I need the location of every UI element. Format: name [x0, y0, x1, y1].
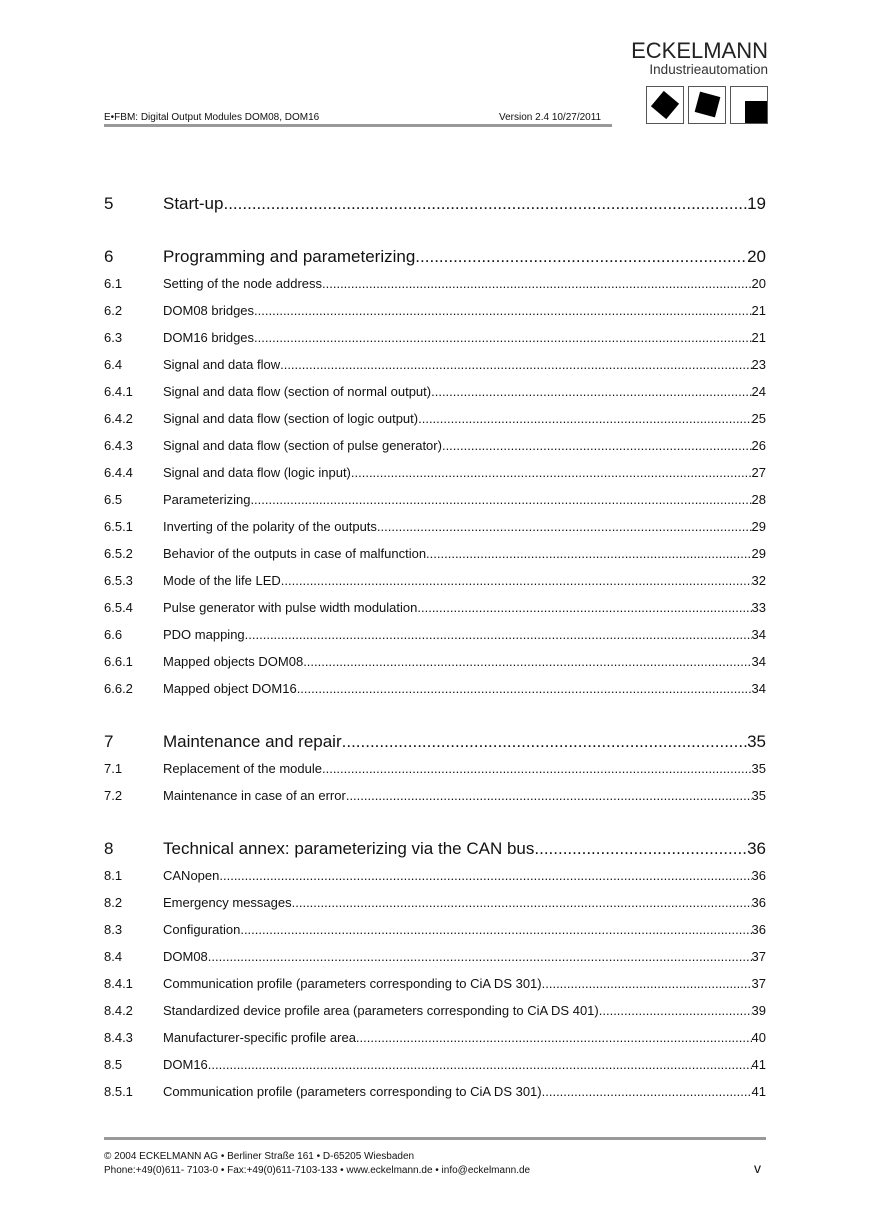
dot-leader	[442, 432, 752, 459]
toc-title: Standardized device profile area (parameters corresponding to CiA DS 401)	[163, 1003, 599, 1018]
toc-number: 6.6	[104, 627, 123, 642]
toc-title: Pulse generator with pulse width modulation	[163, 600, 418, 615]
toc-page: 20	[747, 247, 766, 266]
toc-entry[interactable]	[104, 324, 766, 351]
toc-number: 6.4.2	[104, 411, 133, 426]
toc-title: Signal and data flow (section of normal output)	[163, 384, 432, 399]
header-divider	[104, 124, 612, 127]
toc-title: Maintenance in case of an error	[163, 788, 346, 803]
toc-title: DOM16 bridges	[163, 330, 255, 345]
toc-entry[interactable]	[104, 297, 766, 324]
logo-squares-icon	[616, 86, 768, 124]
toc-page: 40	[751, 1030, 766, 1045]
toc-page: 37	[751, 976, 766, 991]
toc-number: 8.4.3	[104, 1030, 133, 1045]
toc-number: 6.6.1	[104, 654, 133, 669]
toc-entry[interactable]	[104, 243, 766, 270]
toc-title: Mapped objects DOM08	[163, 654, 304, 669]
toc-page: 28	[751, 492, 766, 507]
toc-number: 8.3	[104, 922, 123, 937]
toc-title: Configuration	[163, 922, 241, 937]
toc-entry[interactable]	[104, 889, 766, 916]
toc-page: 29	[751, 546, 766, 561]
toc-number: 7.1	[104, 761, 123, 776]
page-number: v	[754, 1160, 761, 1176]
toc-entry[interactable]	[104, 1051, 766, 1078]
dot-leader	[426, 540, 751, 567]
toc-number: 6.4	[104, 357, 123, 372]
dot-leader	[250, 486, 751, 513]
toc-title: Signal and data flow (logic input)	[163, 465, 351, 480]
toc-page: 39	[751, 1003, 766, 1018]
toc-number: 6.4.3	[104, 438, 133, 453]
toc-number: 7	[104, 732, 114, 751]
toc-entry[interactable]	[104, 916, 766, 943]
toc-title: CANopen	[163, 868, 220, 883]
toc-page: 41	[751, 1057, 766, 1072]
toc-title: Signal and data flow (section of pulse generator)	[163, 438, 442, 453]
dot-leader	[351, 459, 752, 486]
toc-number: 6.6.2	[104, 681, 133, 696]
logo-subtitle: Industrieautomation	[649, 62, 768, 77]
toc-number: 6.1	[104, 276, 123, 291]
toc-title: Behavior of the outputs in case of malfunction	[163, 546, 427, 561]
toc-entry[interactable]	[104, 862, 766, 889]
toc-entry[interactable]	[104, 405, 766, 432]
toc-page: 37	[751, 949, 766, 964]
toc-title: Signal and data flow (section of logic output)	[163, 411, 419, 426]
dot-leader	[208, 1051, 752, 1078]
toc-page: 20	[751, 276, 766, 291]
toc-number: 8.2	[104, 895, 123, 910]
toc-page: 35	[751, 788, 766, 803]
toc-entry[interactable]	[104, 486, 766, 513]
toc-page: 32	[751, 573, 766, 588]
toc-page: 34	[751, 627, 766, 642]
dot-leader	[322, 270, 752, 297]
dot-leader	[542, 1078, 752, 1105]
toc-page: 35	[751, 761, 766, 776]
toc-title: Communication profile (parameters corresponding to CiA DS 301)	[163, 1084, 542, 1099]
dot-leader	[303, 648, 751, 675]
header-version: Version 2.4 10/27/2011	[499, 112, 602, 123]
dot-leader	[223, 190, 747, 217]
toc-page: 36	[751, 895, 766, 910]
toc-entry[interactable]	[104, 728, 766, 755]
toc-entry[interactable]	[104, 378, 766, 405]
toc-page: 24	[751, 384, 766, 399]
dot-leader	[542, 970, 752, 997]
toc-number: 6.3	[104, 330, 123, 345]
header-doc-title: E•FBM: Digital Output Modules DOM08, DOM16	[104, 112, 320, 123]
logo-name: ECKELMANN	[631, 38, 768, 63]
toc-title: PDO mapping	[163, 627, 245, 642]
toc-entry[interactable]	[104, 459, 766, 486]
dot-leader	[280, 351, 751, 378]
toc-title: Signal and data flow	[163, 357, 281, 372]
toc-entry[interactable]	[104, 432, 766, 459]
toc-page: 34	[751, 681, 766, 696]
footer-contact: Phone:+49(0)611- 7103-0 • Fax:+49(0)611-7103-133 • www.eckelmann.de • info@eckelmann.de	[104, 1165, 531, 1176]
toc-title: Emergency messages	[163, 895, 292, 910]
toc-title: DOM08	[163, 949, 208, 964]
dot-leader	[346, 782, 752, 809]
toc-entry[interactable]	[104, 755, 766, 782]
toc-entry[interactable]	[104, 621, 766, 648]
toc-title: Parameterizing	[163, 492, 251, 507]
toc-number: 8.4.2	[104, 1003, 133, 1018]
toc-title: Manufacturer-specific profile area	[163, 1030, 356, 1045]
dot-leader	[254, 324, 751, 351]
toc-number: 6.5.2	[104, 546, 133, 561]
toc-number: 6.5.3	[104, 573, 133, 588]
toc-title: Replacement of the module	[163, 761, 322, 776]
dot-leader	[297, 675, 752, 702]
toc-title: Start-up	[163, 194, 224, 213]
toc-number: 6.5.4	[104, 600, 133, 615]
toc-entry[interactable]	[104, 351, 766, 378]
toc-number: 6.2	[104, 303, 123, 318]
toc-title: DOM16	[163, 1057, 208, 1072]
dot-leader	[245, 621, 752, 648]
toc-entry[interactable]	[104, 1024, 766, 1051]
dot-leader	[292, 889, 752, 916]
toc-page: 29	[751, 519, 766, 534]
dot-leader	[254, 297, 751, 324]
toc-title: Technical annex: parameterizing via the CAN bus	[163, 839, 535, 858]
table-of-contents	[104, 190, 766, 1105]
toc-page: 25	[751, 411, 766, 426]
dot-leader	[417, 594, 751, 621]
toc-number: 6.5.1	[104, 519, 133, 534]
toc-number: 8	[104, 839, 114, 858]
dot-leader	[356, 1024, 752, 1051]
toc-number: 8.4	[104, 949, 123, 964]
toc-number: 5	[104, 194, 114, 213]
toc-number: 6	[104, 247, 114, 266]
toc-page: 41	[751, 1084, 766, 1099]
toc-number: 8.5.1	[104, 1084, 133, 1099]
toc-number: 6.5	[104, 492, 123, 507]
dot-leader	[219, 862, 751, 889]
toc-entry[interactable]	[104, 594, 766, 621]
toc-page: 33	[751, 600, 766, 615]
toc-page: 26	[751, 438, 766, 453]
toc-page: 36	[751, 922, 766, 937]
toc-page: 34	[751, 654, 766, 669]
toc-entry[interactable]	[104, 835, 766, 862]
toc-number: 6.4.4	[104, 465, 133, 480]
toc-entry[interactable]	[104, 513, 766, 540]
toc-page: 36	[751, 868, 766, 883]
toc-page: 27	[751, 465, 766, 480]
toc-page: 21	[751, 303, 766, 318]
dot-leader	[208, 943, 752, 970]
toc-entry[interactable]	[104, 782, 766, 809]
toc-page: 35	[747, 732, 766, 751]
toc-title: Communication profile (parameters corresponding to CiA DS 301)	[163, 976, 542, 991]
toc-number: 8.4.1	[104, 976, 133, 991]
toc-number: 7.2	[104, 788, 123, 803]
toc-entry[interactable]	[104, 943, 766, 970]
dot-leader	[534, 835, 747, 862]
dot-leader	[281, 567, 752, 594]
toc-title: Mapped object DOM16	[163, 681, 297, 696]
toc-entry[interactable]	[104, 648, 766, 675]
toc-page: 36	[747, 839, 766, 858]
toc-title: Maintenance and repair	[163, 732, 342, 751]
toc-title: Programming and parameterizing	[163, 247, 416, 266]
footer-divider	[104, 1137, 766, 1140]
toc-page: 21	[751, 330, 766, 345]
toc-entry[interactable]	[104, 1078, 766, 1105]
dot-leader	[240, 916, 751, 943]
toc-entry[interactable]	[104, 970, 766, 997]
toc-number: 6.4.1	[104, 384, 133, 399]
dot-leader	[431, 378, 751, 405]
toc-entry[interactable]	[104, 567, 766, 594]
toc-number: 8.5	[104, 1057, 123, 1072]
dot-leader	[322, 755, 752, 782]
toc-entry[interactable]	[104, 190, 766, 217]
toc-title: DOM08 bridges	[163, 303, 255, 318]
toc-title: Setting of the node address	[163, 276, 323, 291]
toc-title: Mode of the life LED	[163, 573, 281, 588]
company-logo	[616, 40, 768, 124]
toc-entry[interactable]	[104, 997, 766, 1024]
toc-title: Inverting of the polarity of the outputs	[163, 519, 377, 534]
toc-entry[interactable]	[104, 270, 766, 297]
dot-leader	[418, 405, 751, 432]
toc-page: 19	[747, 194, 766, 213]
toc-entry[interactable]	[104, 675, 766, 702]
dot-leader	[599, 997, 752, 1024]
toc-number: 8.1	[104, 868, 123, 883]
toc-page: 23	[751, 357, 766, 372]
toc-entry[interactable]	[104, 540, 766, 567]
dot-leader	[415, 243, 747, 270]
dot-leader	[377, 513, 752, 540]
dot-leader	[342, 728, 747, 755]
footer-address: © 2004 ECKELMANN AG • Berliner Straße 161 • D-65205 Wiesbaden	[104, 1151, 415, 1162]
